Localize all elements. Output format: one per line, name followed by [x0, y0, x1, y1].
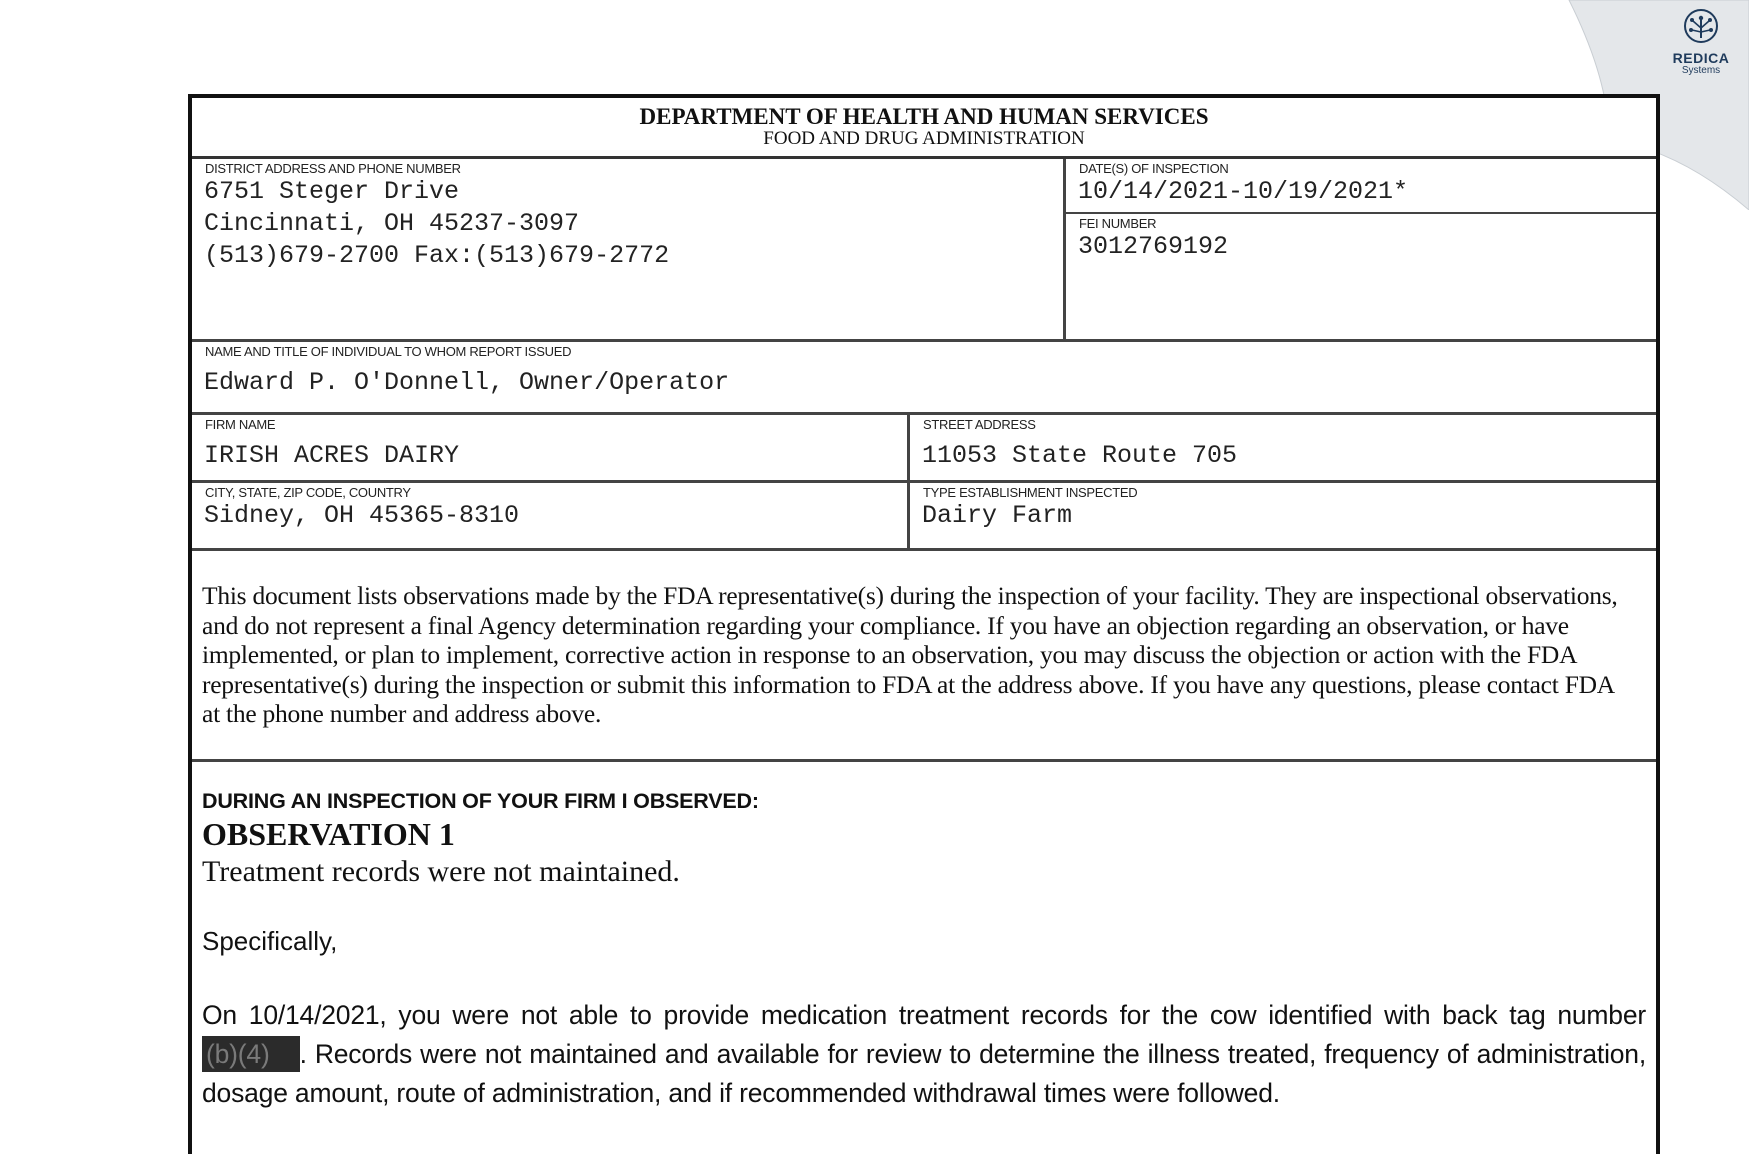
inspection-info-cell [1066, 159, 1656, 339]
observation-title: OBSERVATION 1 [202, 816, 455, 852]
establishment-cell [910, 483, 1656, 548]
logo-subtitle: Systems [1681, 65, 1721, 76]
firm-value: IRISH ACRES DAIRY [204, 441, 460, 470]
inspection-dates-label: DATE(S) OF INSPECTION [1079, 161, 1229, 176]
firm-label: FIRM NAME [205, 417, 276, 432]
establishment-value: Dairy Farm [922, 501, 1073, 530]
recipient-value: Edward P. O'Donnell, Owner/Operator [204, 368, 730, 397]
inspection-dates-value: 10/14/2021-10/19/2021* [1078, 177, 1409, 206]
redica-tree-icon [1681, 8, 1721, 46]
establishment-label: TYPE ESTABLISHMENT INSPECTED [923, 485, 1138, 500]
fda-483-form [188, 94, 1660, 1154]
district-phone: (513)679-2700 Fax:(513)679-2772 [204, 241, 670, 270]
firm-row [192, 415, 1656, 483]
fei-label: FEI NUMBER [1079, 216, 1157, 231]
redica-logo [1663, 8, 1739, 76]
fei-box [1066, 214, 1656, 263]
observations-section [192, 762, 1656, 1113]
observation-summary: Treatment records were not maintained. [202, 855, 680, 888]
detail-text-before: On 10/14/2021, you were not able to provide medication treatment records for the cow identified with back tag number [202, 1000, 1646, 1030]
district-cell [192, 159, 1066, 339]
street-label: STREET ADDRESS [923, 417, 1036, 432]
district-address-line1: 6751 Steger Drive [204, 177, 460, 206]
recipient-label: NAME AND TITLE OF INDIVIDUAL TO WHOM REPORT ISSUED [205, 344, 572, 359]
street-value: 11053 State Route 705 [922, 441, 1238, 470]
agency-title: FOOD AND DRUG ADMINISTRATION [763, 128, 1085, 149]
notice-paragraph: This document lists observations made by the FDA representative(s) during the inspection of your facility. They are inspectional observations, and do not represent a final Agency determination regarding your compliance. If you have an objection regarding an observation, or have implemented, or plan to implement, corrective action in response to an observation, you may discuss the objection or action with the FDA representative(s) during the inspection or submit this information to FDA at the address above. If you have any questions, please contact FDA at the phone number and address above. [192, 551, 1656, 762]
redaction-box: (b)(4) [202, 1036, 300, 1072]
detail-text-after: . Records were not maintained and available for review to determine the illness treated, frequency of administration, dosage amount, route of administration, and if recommended withdrawal times were followed. [202, 1039, 1646, 1108]
form-header [192, 98, 1656, 159]
inspection-dates-box [1066, 159, 1656, 214]
department-title: DEPARTMENT OF HEALTH AND HUMAN SERVICES [639, 104, 1209, 129]
firm-cell [192, 415, 910, 480]
street-cell [910, 415, 1656, 480]
observation-detail [202, 996, 1646, 1113]
logo-brand: REDICA [1672, 50, 1730, 66]
fei-value: 3012769192 [1078, 232, 1229, 261]
district-row [192, 159, 1656, 342]
district-label: DISTRICT ADDRESS AND PHONE NUMBER [205, 161, 461, 176]
city-label: CITY, STATE, ZIP CODE, COUNTRY [205, 485, 411, 500]
observations-intro: DURING AN INSPECTION OF YOUR FIRM I OBSERVED: [202, 789, 759, 813]
city-row [192, 483, 1656, 551]
specifically-label: Specifically, [202, 926, 338, 956]
city-cell [192, 483, 910, 548]
recipient-row [192, 342, 1656, 415]
district-address-line2: Cincinnati, OH 45237-3097 [204, 209, 580, 238]
city-value: Sidney, OH 45365-8310 [204, 501, 520, 530]
